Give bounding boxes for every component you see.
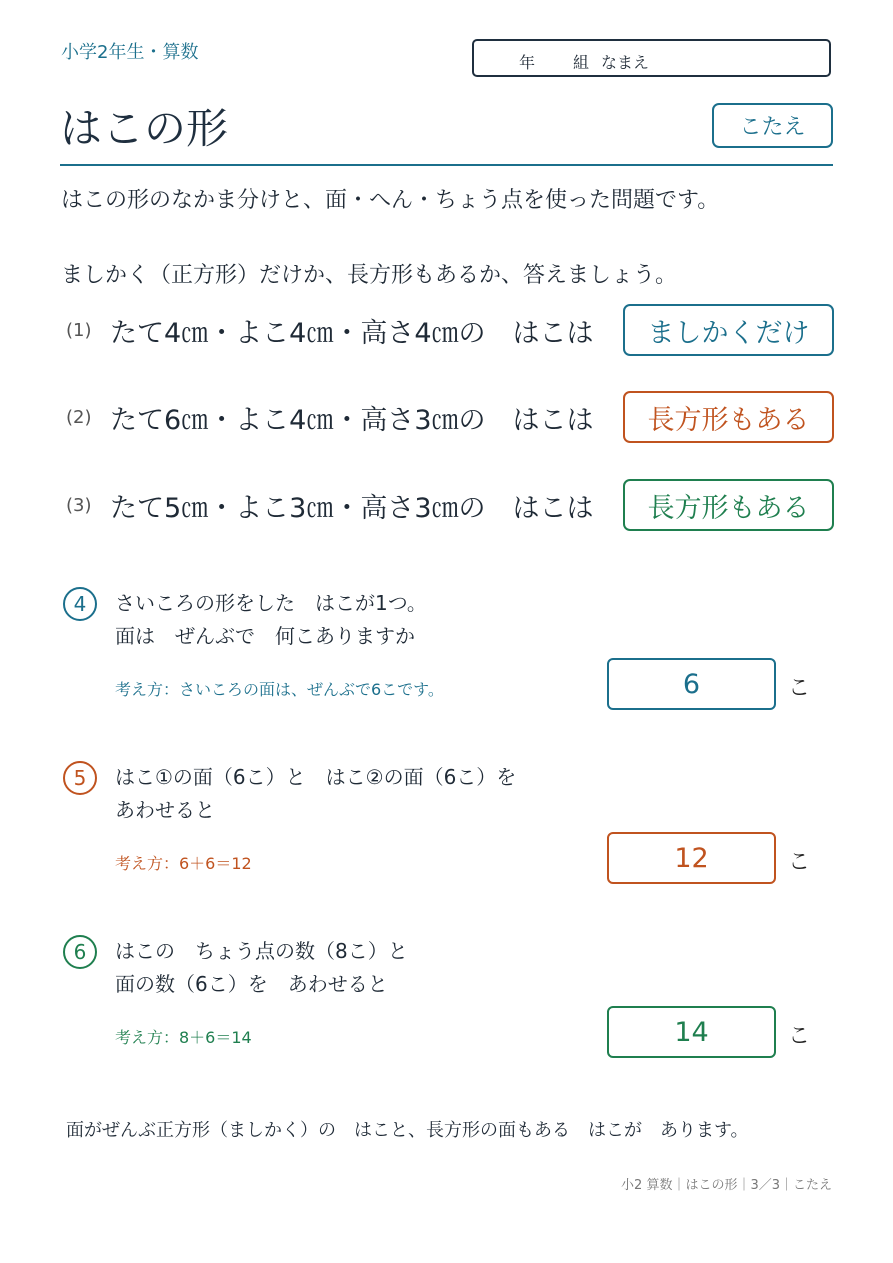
question-number: (1) (66, 319, 92, 341)
problem-number-badge: 6 (63, 935, 97, 969)
problem-line: 面は ぜんぶで 何こありますか (115, 624, 415, 648)
problem-number-badge: 5 (63, 761, 97, 795)
classify-question (66, 391, 834, 443)
section-prompt: ましかく（正方形）だけか、長方形もあるか、答えましょう。 (61, 263, 678, 288)
classify-question (66, 304, 834, 356)
problem-number-badge: 4 (63, 587, 97, 621)
question-text: たて4㎝・よこ4㎝・高さ4㎝の はこは (110, 317, 594, 349)
problem-text (115, 587, 427, 653)
question-number: (2) (66, 406, 92, 428)
answer-box: 長方形もある (623, 391, 834, 443)
page-title: はこの形 (60, 104, 229, 153)
summary-text: 面がぜんぶ正方形（ましかく）の はこと、長方形の面もある はこが あります。 (66, 1120, 749, 1141)
problem-line: 面の数（6こ）を あわせると (115, 972, 388, 996)
page-footer: 小2 算数｜はこの形｜3／3｜こたえ (621, 1178, 832, 1193)
answer-box: 長方形もある (623, 479, 834, 531)
unit-label: こ (788, 1024, 811, 1049)
answer-box: 6 (607, 658, 776, 710)
unit-label: こ (788, 676, 811, 701)
answer-box: ましかくだけ (623, 304, 834, 356)
name-box-class-label: 組 (573, 53, 590, 72)
unit-label: こ (788, 850, 811, 875)
hint-text: 考え方：さいころの面は、ぜんぶで6こです。 (115, 680, 444, 699)
intro-text: はこの形のなかま分けと、面・へん・ちょう点を使った問題です。 (61, 188, 720, 213)
problem-text (115, 935, 408, 1001)
problem-line: はこの ちょう点の数（8こ）と (115, 939, 408, 963)
answer-box: 12 (607, 832, 776, 884)
question-text: たて5㎝・よこ3㎝・高さ3㎝の はこは (110, 492, 594, 524)
name-box[interactable] (472, 39, 831, 77)
classify-question (66, 479, 834, 531)
name-box-year-label: 年 (519, 53, 536, 72)
name-box-name-label: なまえ (601, 53, 650, 72)
question-number: (3) (66, 494, 92, 516)
problem-text (115, 761, 516, 827)
problem-line: あわせると (115, 798, 215, 822)
title-divider (60, 164, 833, 166)
hint-text: 考え方：8＋6＝14 (115, 1028, 252, 1047)
answer-badge: こたえ (712, 103, 833, 148)
grade-subject: 小学2年生・算数 (61, 42, 199, 63)
answer-box: 14 (607, 1006, 776, 1058)
question-text: たて6㎝・よこ4㎝・高さ3㎝の はこは (110, 404, 594, 436)
hint-text: 考え方：6＋6＝12 (115, 854, 252, 873)
problem-line: はこ①の面（6こ）と はこ②の面（6こ）を (115, 765, 517, 789)
problem-line: さいころの形をした はこが1つ。 (115, 591, 427, 615)
